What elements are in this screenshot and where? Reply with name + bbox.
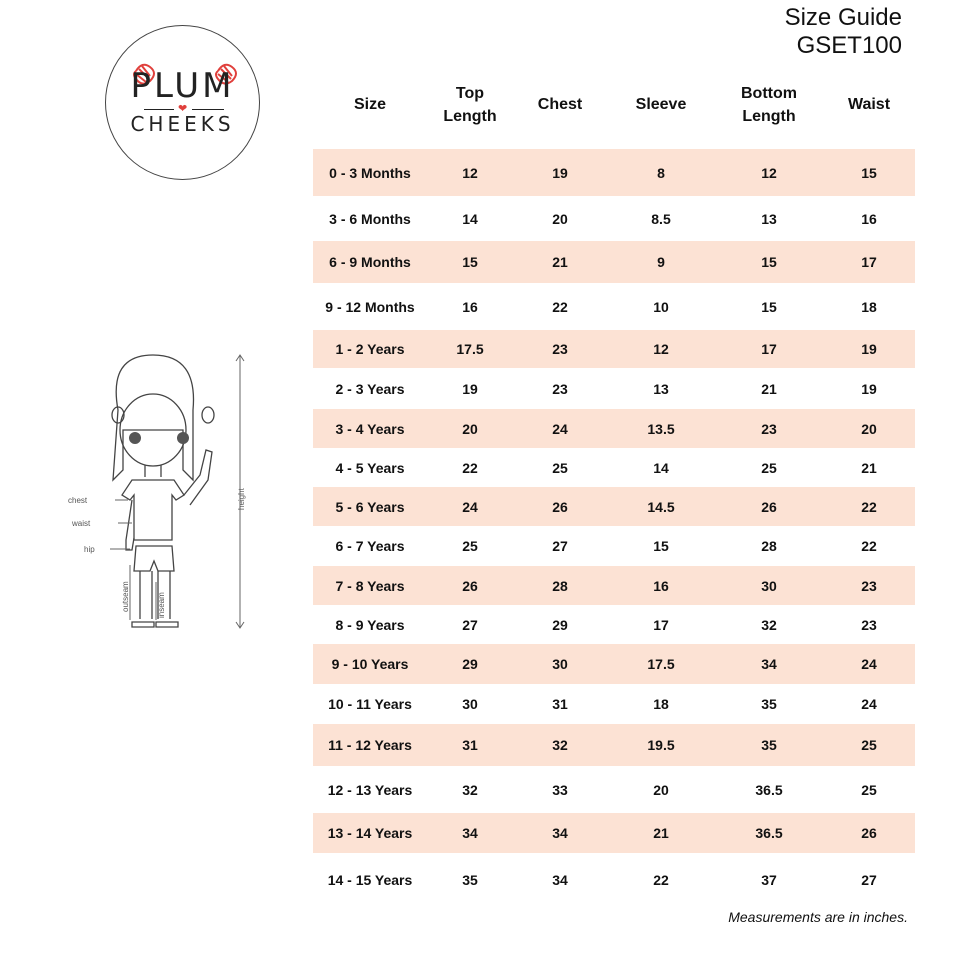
cell-bottom-length: 15 <box>761 254 777 270</box>
size-table <box>313 60 915 888</box>
table-row <box>313 566 915 605</box>
cell-waist: 22 <box>861 538 877 554</box>
cell-size: 10 - 11 Years <box>328 696 412 712</box>
cell-bottom-length: 35 <box>761 696 777 712</box>
table-row <box>313 409 915 448</box>
cell-top-length: 22 <box>462 459 478 476</box>
cell-bottom-length: 15 <box>761 298 777 315</box>
cell-chest: 25 <box>552 459 568 476</box>
logo-divider-left <box>144 109 174 110</box>
table-header-row <box>313 60 915 149</box>
cell-size: 2 - 3 Years <box>335 380 405 397</box>
figure-label-hip: hip <box>84 545 95 554</box>
header-size: Size <box>353 96 386 113</box>
cell-size: 9 - 10 Years <box>331 656 409 672</box>
figure-label-waist: waist <box>72 519 91 528</box>
cell-size: 5 - 6 Years <box>335 498 405 515</box>
cell-sleeve: 22 <box>653 871 669 888</box>
cell-bottom-length: 36.5 <box>755 825 783 841</box>
cell-size: 0 - 3 Months <box>329 164 411 181</box>
measurement-note: Measurements are in inches. <box>728 909 908 925</box>
figure-label-height: height <box>237 488 246 510</box>
figure-label-outseam: outseam <box>121 581 130 612</box>
table-row <box>313 241 915 283</box>
cell-size: 14 - 15 Years <box>327 871 413 888</box>
header-waist: Waist <box>847 96 891 113</box>
cell-top-length: 30 <box>462 696 478 712</box>
cell-waist: 25 <box>861 781 877 798</box>
cell-chest: 21 <box>552 254 568 270</box>
cell-sleeve: 12 <box>653 341 669 357</box>
cell-sleeve: 10 <box>653 298 669 315</box>
figure-label-chest: chest <box>68 496 88 505</box>
cell-top-length: 34 <box>462 825 478 841</box>
table-row <box>313 149 915 196</box>
cell-chest: 20 <box>552 210 568 227</box>
plum-cheeks-logo <box>105 25 260 180</box>
table-row <box>313 724 915 766</box>
cell-sleeve: 15 <box>653 538 669 554</box>
cell-chest: 33 <box>552 781 568 798</box>
cell-bottom-length: 26 <box>761 498 777 515</box>
cell-waist: 19 <box>861 341 877 357</box>
cell-waist: 24 <box>861 656 877 672</box>
cell-top-length: 17.5 <box>456 341 484 357</box>
cell-waist: 18 <box>861 298 877 315</box>
cell-bottom-length: 12 <box>761 164 777 181</box>
cell-waist: 21 <box>861 459 877 476</box>
header-sleeve: Sleeve <box>635 96 687 113</box>
cell-sleeve: 8.5 <box>651 210 671 227</box>
cell-size: 11 - 12 Years <box>328 737 412 753</box>
cell-waist: 25 <box>861 737 877 753</box>
cell-sleeve: 14.5 <box>647 498 675 515</box>
cell-top-length: 29 <box>462 656 478 672</box>
table-row <box>313 605 915 644</box>
cell-waist: 23 <box>861 616 877 633</box>
cell-sleeve: 13 <box>653 380 669 397</box>
cell-chest: 29 <box>552 616 568 633</box>
table-row <box>313 368 915 409</box>
cell-bottom-length: 21 <box>761 380 777 397</box>
cell-top-length: 15 <box>462 254 478 270</box>
cell-waist: 20 <box>861 420 877 437</box>
cell-top-length: 14 <box>462 210 478 227</box>
cell-size: 3 - 4 Years <box>335 420 405 437</box>
cell-bottom-length: 28 <box>761 538 777 554</box>
cell-bottom-length: 34 <box>761 656 777 672</box>
logo-divider-right <box>192 109 224 110</box>
table-row <box>313 196 915 241</box>
cell-sleeve: 20 <box>653 781 669 798</box>
cell-chest: 26 <box>552 498 568 515</box>
cell-top-length: 32 <box>462 781 478 798</box>
cell-bottom-length: 36.5 <box>755 781 783 798</box>
cell-chest: 24 <box>552 420 568 437</box>
page-title: Size Guide <box>784 4 902 31</box>
table-row <box>313 283 915 330</box>
cell-size: 7 - 8 Years <box>335 577 405 594</box>
cell-chest: 34 <box>552 825 568 841</box>
cell-bottom-length: 37 <box>761 871 777 888</box>
table-row <box>313 644 915 684</box>
cell-size: 9 - 12 Months <box>325 298 415 315</box>
logo-text-cheeks: CHEEKS <box>130 112 235 136</box>
cell-waist: 19 <box>861 380 877 397</box>
cell-bottom-length: 25 <box>761 459 777 476</box>
cell-sleeve: 9 <box>657 254 665 270</box>
cell-top-length: 31 <box>462 737 478 753</box>
cell-waist: 26 <box>861 825 877 841</box>
header-top-length: Top Length <box>443 84 497 125</box>
cell-top-length: 26 <box>462 577 478 594</box>
logo-text-plum: PLUM <box>130 66 235 106</box>
cell-bottom-length: 13 <box>761 210 777 227</box>
cell-top-length: 25 <box>462 538 478 554</box>
cell-sleeve: 17 <box>653 616 669 633</box>
cell-size: 1 - 2 Years <box>335 341 405 357</box>
cell-sleeve: 18 <box>653 696 669 712</box>
cell-sleeve: 16 <box>653 577 669 594</box>
cell-top-length: 12 <box>462 164 478 181</box>
cell-waist: 16 <box>861 210 877 227</box>
cell-chest: 30 <box>552 656 568 672</box>
heart-icon: ❤ <box>178 103 188 115</box>
cell-top-length: 20 <box>462 420 478 437</box>
product-code: GSET100 <box>796 32 902 59</box>
cell-waist: 17 <box>861 254 877 270</box>
cell-bottom-length: 32 <box>761 616 777 633</box>
cell-waist: 23 <box>861 577 877 594</box>
table-row <box>313 330 915 368</box>
cell-top-length: 24 <box>462 498 478 515</box>
cell-waist: 27 <box>861 871 877 888</box>
cell-size: 6 - 7 Years <box>335 538 405 554</box>
cell-chest: 31 <box>552 696 568 712</box>
table-row <box>313 684 915 724</box>
table-row <box>313 766 915 813</box>
cell-sleeve: 13.5 <box>647 420 675 437</box>
table-row <box>313 526 915 566</box>
figure-label-inseam: inseam <box>157 592 166 618</box>
cell-chest: 27 <box>552 538 568 554</box>
cell-size: 12 - 13 Years <box>327 781 413 798</box>
cell-top-length: 35 <box>462 871 478 888</box>
cell-sleeve: 14 <box>653 459 669 476</box>
cell-bottom-length: 30 <box>761 577 777 594</box>
cell-size: 4 - 5 Years <box>335 459 405 476</box>
cell-size: 3 - 6 Months <box>329 210 411 227</box>
cell-waist: 22 <box>861 498 877 515</box>
child-measurement-figure <box>60 350 260 640</box>
cell-chest: 32 <box>552 737 568 753</box>
cell-chest: 23 <box>552 341 568 357</box>
table-row <box>313 813 915 853</box>
cell-chest: 19 <box>552 164 568 181</box>
cell-chest: 28 <box>552 577 568 594</box>
cell-sleeve: 8 <box>657 164 665 181</box>
cell-waist: 24 <box>861 696 877 712</box>
cell-size: 6 - 9 Months <box>329 254 411 270</box>
cell-sleeve: 19.5 <box>647 737 675 753</box>
cell-bottom-length: 35 <box>761 737 777 753</box>
size-guide-header <box>785 4 902 60</box>
cell-sleeve: 17.5 <box>647 656 675 672</box>
cell-chest: 22 <box>552 298 568 315</box>
cell-bottom-length: 23 <box>761 420 777 437</box>
header-bottom-length: Bottom Length <box>741 84 797 125</box>
cell-size: 13 - 14 Years <box>327 825 413 841</box>
cell-chest: 34 <box>552 871 568 888</box>
cell-chest: 23 <box>552 380 568 397</box>
cell-bottom-length: 17 <box>761 341 777 357</box>
cell-sleeve: 21 <box>653 825 669 841</box>
cell-top-length: 27 <box>462 616 478 633</box>
table-row <box>313 487 915 526</box>
table-row <box>313 448 915 487</box>
cell-top-length: 19 <box>462 380 478 397</box>
cell-top-length: 16 <box>462 298 478 315</box>
cell-size: 8 - 9 Years <box>335 616 405 633</box>
header-chest: Chest <box>537 96 583 113</box>
table-row <box>313 853 915 906</box>
cell-waist: 15 <box>861 164 877 181</box>
